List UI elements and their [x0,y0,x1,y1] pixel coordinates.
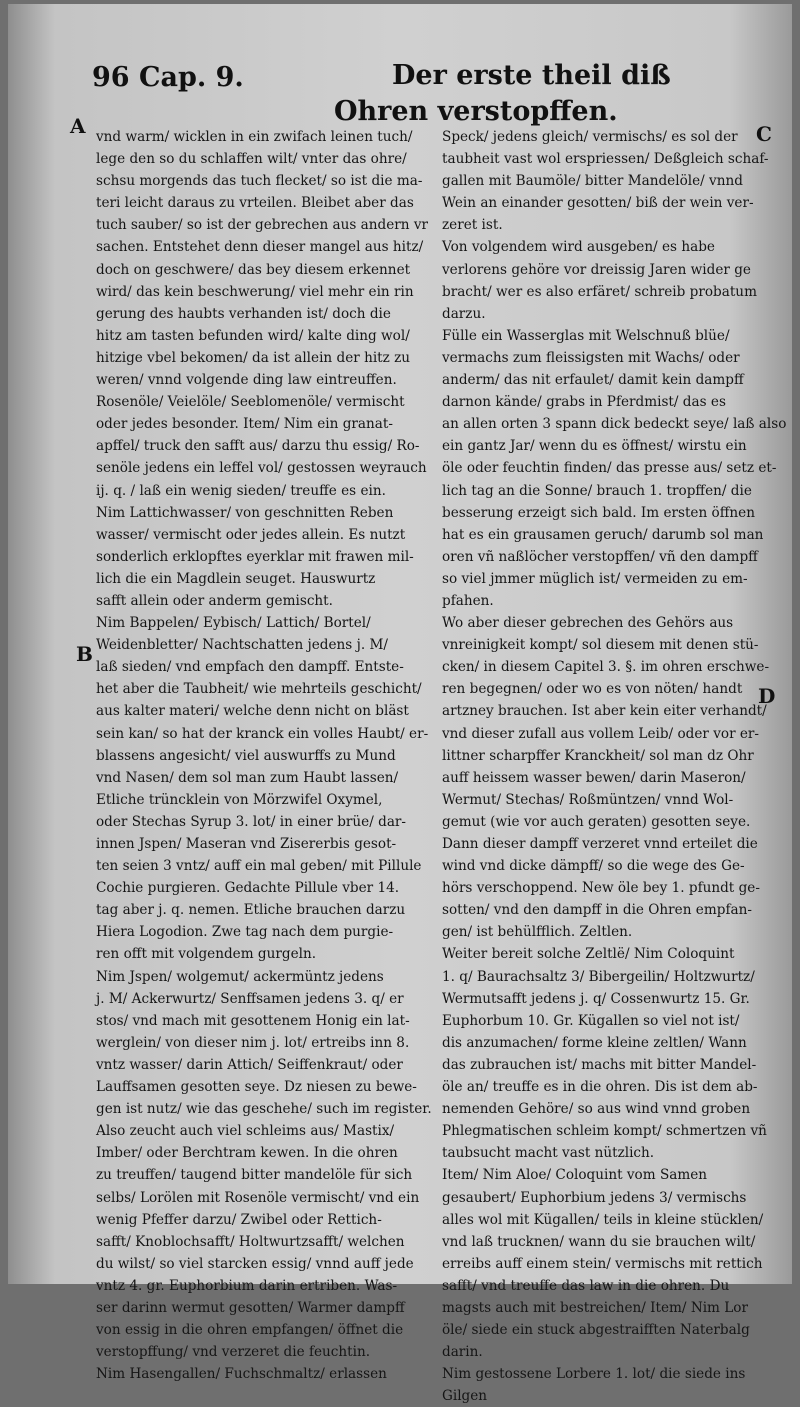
text-line: Euphorbum 10. Gr. Kügallen so viel not ist/ [442,1012,740,1029]
text-line: vnd dieser zufall aus vollem Leib/ oder vor er- [442,725,760,742]
text-line: Also zeucht auch viel schleims aus/ Mastix/ [96,1123,395,1140]
text-line: vnd laß trucknen/ wann du sie brauchen wilt/ [442,1233,756,1250]
text-line: nemenden Gehöre/ so aus wind vnnd groben [442,1101,751,1118]
margin-letter-c: C [756,122,772,146]
text-line: Speck/ jedens gleich/ vermischs/ es sol der [442,129,738,145]
text-line: artzney brauchen. Ist aber kein eiter verhandt/ [442,703,767,720]
text-line: Weidenbletter/ Nachtschatten jedens j. M/ [96,637,388,654]
margin-letter-d: D [758,684,776,708]
text-line: auff heissem wasser bewen/ darin Maseron/ [442,769,746,786]
text-line: verlorens gehöre vor dreissig Jaren wider ge [442,261,751,278]
text-line: teri leicht daraus zu vrteilen. Bleibet aber das [96,195,414,212]
text-line: sachen. Entstehet denn dieser mangel aus hitz/ [96,239,424,256]
right-text-column [442,126,787,1407]
text-line: gallen mit Baumöle/ bitter Mandelöle/ vnnd [442,173,743,190]
text-line: senöle jedens ein leffel vol/ gestossen weyrauch [96,460,427,477]
text-line: gerung des haubts verhanden ist/ doch die [96,305,391,322]
text-line: zu treuffen/ taugend bitter mandelöle für sich [96,1167,413,1184]
text-line: safft allein oder anderm gemischt. [96,592,333,609]
text-line: alles wol mit Kügallen/ teils in kleine stücklen/ [442,1211,764,1228]
text-line: Imber/ oder Berchtram kewen. In die ohren [96,1145,398,1162]
page-header-left [92,62,244,93]
text-line: aus kalter materi/ welche denn nicht on bläst [96,703,409,720]
text-line: darin. [442,1344,483,1361]
text-line: gemut (wie vor auch geraten) gesotten seye. [442,813,751,830]
text-line: sonderlich erklopftes eyerklar mit frawen mil- [96,548,414,565]
text-line: Nim Jspen/ wolgemut/ ackermüntz jedens [96,968,384,985]
text-line: vnreinigkeit kompt/ sol diesem mit denen stü- [442,637,759,654]
text-line: 1. q/ Baurachsaltz 3/ Bibergeilin/ Holtzwurtz/ [442,968,755,985]
text-line: Nim Lattichwasser/ von geschnitten Reben [96,504,394,521]
text-line: hat es ein grausamen geruch/ darumb sol man [442,526,764,543]
text-line: wird/ das kein beschwerung/ viel mehr ein rin [96,283,414,300]
book-page [8,4,792,1405]
text-line: weren/ vnnd volgende ding law eintreuffen. [96,372,397,389]
text-line: wasser/ vermischt oder jedes allein. Es nutzt [96,526,406,543]
text-line: Wo aber dieser gebrechen des Gehörs aus [442,615,734,632]
text-line: wenig Pfeffer darzu/ Zwibel oder Rettich- [96,1211,382,1228]
text-line: Gilgen [442,1388,488,1405]
left-text-column [96,126,432,1385]
text-line: hörs verschoppend. New öle bey 1. pfundt ge- [442,880,760,897]
chapter-label: Cap. 9. [138,62,244,93]
text-line: Hiera Logodion. Zwe tag nach dem purgie- [96,924,394,941]
text-line: vermachs zum fleissigsten mit Wachs/ oder [442,349,740,366]
text-line: Dann dieser dampff verzeret vnnd erteilet die [442,836,758,852]
text-line: öle an/ treuffe es in die ohren. Dis ist dem ab- [442,1079,758,1096]
text-line: safft/ vnd treuffe das law in die ohren. Du [442,1277,730,1294]
text-line: ij. q. / laß ein wenig sieden/ treuffe es ein. [96,482,386,499]
text-line: gen ist nutz/ wie das geschehe/ such im register. [96,1101,432,1118]
text-line: taubsucht macht vast nützlich. [442,1145,655,1162]
text-line: erreibs auff einem stein/ vermischs mit rettich [442,1255,763,1272]
text-line: schsu morgends das tuch flecket/ so ist die ma- [96,173,423,190]
text-line: oder jedes besonder. Item/ Nim ein granat- [96,416,393,433]
text-line: dis anzumachen/ forme kleine zeltlen/ Wann [442,1034,747,1051]
text-line: blassens angesicht/ viel auswurffs zu Mund [96,747,396,764]
text-line: stos/ vnd mach mit gesottenem Honig ein lat- [96,1012,410,1029]
text-line: j. M/ Ackerwurtz/ Senffsamen jedens 3. q/ er [96,990,404,1007]
text-line: Lauffsamen gesotten seye. Dz niesen zu bewe- [96,1079,417,1096]
text-line: Nim gestossene Lorbere 1. lot/ die siede ins [442,1366,746,1383]
text-line: darnon kände/ grabs in Pferdmist/ das es [442,394,726,411]
text-line: von essig in die ohren empfangen/ öffnet die [96,1322,404,1339]
text-line: ten seien 3 vntz/ auff ein mal geben/ mit Pillule [96,858,422,875]
text-line: Etliche trüncklein von Mörzwifel Oxymel, [96,791,383,808]
text-line: het aber die Taubheit/ wie mehrteils geschicht/ [96,681,422,698]
text-line: Von volgendem wird ausgeben/ es habe [442,239,715,256]
text-line: öle oder feuchtin finden/ das presse aus/ setz et- [442,460,777,477]
text-line: ein gantz Jar/ wenn du es öffnest/ wirstu ein [442,438,747,455]
text-line: Wermut/ Stechas/ Roßmüntzen/ vnnd Wol- [442,791,734,808]
text-line: Fülle ein Wasserglas mit Welschnuß blüe/ [442,327,730,344]
text-line: oren vñ naßlöcher verstopffen/ vñ den dampff [442,548,758,565]
text-line: Nim Bappelen/ Eybisch/ Lattich/ Bortel/ [96,615,371,632]
text-line: Nim Hasengallen/ Fuchschmaltz/ erlassen [96,1366,387,1383]
text-line: lich tag an die Sonne/ brauch 1. tropffen/ die [442,482,752,499]
text-line: tuch sauber/ so ist der gebrechen aus andern vr [96,217,429,234]
running-title: Der erste theil diß [392,60,671,91]
text-line: wind vnd dicke dämpff/ so die wege des Ge- [442,858,745,875]
text-line: zeret ist. [442,217,503,234]
text-line: ren begegnen/ oder wo es von nöten/ handt [442,681,743,698]
text-line: bracht/ wer es also erfäret/ schreib probatum [442,283,757,300]
text-line: lege den so du schlaffen wilt/ vnter das ohre/ [96,151,407,168]
text-line: anderm/ das nit erfaulet/ damit kein dampff [442,372,744,389]
section-title: Ohren verstopffen. [334,96,618,127]
text-line: hitzige vbel bekomen/ da ist allein der hitz zu [96,349,411,366]
text-line: ser darinn wermut gesotten/ Warmer dampff [96,1299,405,1316]
text-line: vnd Nasen/ dem sol man zum Haubt lassen/ [96,769,399,786]
text-line: magsts auch mit bestreichen/ Item/ Nim Lor [442,1299,748,1316]
text-line: Wermutsafft jedens j. q/ Cossenwurtz 15. Gr. [442,990,750,1007]
text-line: doch on geschwere/ das bey diesem erkennet [96,261,411,278]
text-line: oder Stechas Syrup 3. lot/ in einer brüe/ dar- [96,813,407,830]
page-number: 96 [92,62,130,93]
text-line: apffel/ truck den safft aus/ darzu thu essig/ Ro- [96,438,420,455]
text-line: innen Jspen/ Maseran vnd Zisererbis gesot- [96,836,397,852]
text-line: Item/ Nim Aloe/ Coloquint vom Samen [442,1167,708,1184]
text-line: Weiter bereit solche Zeltlë/ Nim Coloquint [442,946,735,963]
text-line: lich die ein Magdlein seuget. Hauswurtz [96,570,376,587]
text-line: gesaubert/ Euphorbium jedens 3/ vermischs [442,1189,747,1206]
text-line: sotten/ vnd den dampff in die Ohren empfan- [442,902,752,919]
text-line: tag aber j. q. nemen. Etliche brauchen darzu [96,902,406,919]
text-line: gen/ ist behülfflich. Zeltlen. [442,924,633,941]
text-line: taubheit vast wol erspriessen/ Deßgleich schaf- [442,151,769,168]
margin-letter-b: B [76,642,93,666]
text-line: Rosenöle/ Veielöle/ Seeblomenöle/ vermischt [96,394,405,411]
text-line: hitz am tasten befunden wird/ kalte ding wol/ [96,327,410,344]
margin-letter-a: A [70,114,86,138]
text-line: vntz 4. gr. Euphorbium darin ertriben. Was- [96,1277,398,1294]
text-line: werglein/ von dieser nim j. lot/ ertreibs inn 8. [96,1034,410,1051]
text-line: pfahen. [442,592,494,609]
text-line: littner scharpffer Kranckheit/ sol man dz Ohr [442,747,754,764]
text-line: besserung erzeigt sich bald. Im ersten öffnen [442,504,755,521]
text-line: vnd warm/ wicklen in ein zwifach leinen tuch/ [96,129,413,145]
text-line: verstopffung/ vnd verzeret die feuchtin. [96,1344,371,1361]
text-line: Wein an einander gesotten/ biß der wein ver- [442,195,754,212]
text-line: so viel jmmer müglich ist/ vermeiden zu em- [442,570,748,587]
text-line: Phlegmatischen schleim kompt/ schmertzen vñ [442,1123,767,1140]
text-line: du wilst/ so viel starcken essig/ vnnd auff jede [96,1255,414,1272]
text-line: das zubrauchen ist/ machs mit bitter Mandel- [442,1056,757,1073]
text-line: safft/ Knoblochsafft/ Holtwurtzsafft/ welchen [96,1233,405,1250]
text-line: Cochie purgieren. Gedachte Pillule vber 14. [96,880,400,897]
text-line: öle/ siede ein stuck abgestraifften Naterbalg [442,1322,750,1339]
text-line: an allen orten 3 spann dick bedeckt seye/ laß also [442,416,787,433]
text-line: selbs/ Lorölen mit Rosenöle vermischt/ vnd ein [96,1189,420,1206]
text-line: darzu. [442,305,486,322]
text-line: laß sieden/ vnd empfach den dampff. Entste- [96,659,404,676]
text-line: vntz wasser/ darin Attich/ Seiffenkraut/ oder [96,1056,403,1073]
text-line: sein kan/ so hat der kranck ein volles Haubt/ er- [96,725,429,742]
text-line: cken/ in diesem Capitel 3. §. im ohren erschwe- [442,659,770,676]
text-line: ren offt mit volgendem gurgeln. [96,946,317,963]
